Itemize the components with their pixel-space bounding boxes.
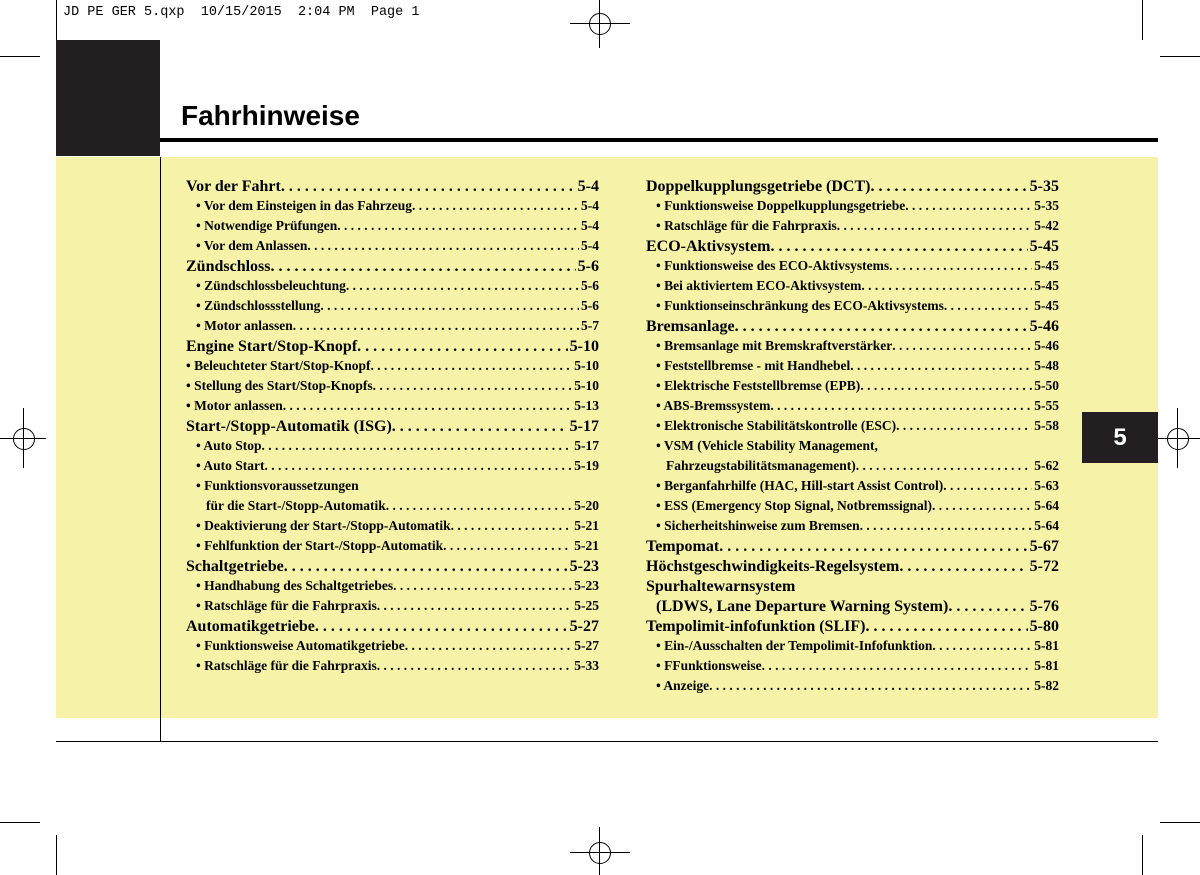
- toc-entry-title: für die Start-/Stopp-Automatik: [206, 498, 386, 513]
- dot-leader: [271, 258, 576, 276]
- header-black-block: [56, 40, 160, 156]
- toc-entry-title: Vor der Fahrt: [186, 178, 281, 195]
- toc-entry-title: • Motor anlassen: [186, 398, 283, 413]
- toc-entry-title: Höchstgeschwindigkeits-Regelsystem: [646, 558, 900, 575]
- toc-subentry[interactable]: [646, 678, 1059, 698]
- dot-leader: [283, 398, 573, 414]
- chapter-tab: 5: [1082, 412, 1158, 463]
- toc-subentry[interactable]: [186, 438, 599, 458]
- dot-leader: [943, 478, 1032, 494]
- toc-heading[interactable]: [646, 238, 1059, 258]
- dot-leader: [443, 538, 572, 554]
- toc-heading[interactable]: [186, 178, 599, 198]
- toc-subentry[interactable]: [186, 538, 599, 558]
- toc-entry-title: Bremsanlage: [646, 318, 735, 335]
- toc-column-left: [186, 178, 599, 678]
- crop-mark: [1160, 56, 1200, 57]
- dot-leader: [405, 638, 573, 654]
- toc-entry-title: • Fehlfunktion der Start-/Stopp-Automatik: [196, 538, 444, 553]
- toc-subentry[interactable]: [646, 258, 1059, 278]
- toc-subentry[interactable]: [646, 218, 1059, 238]
- crop-mark: [1160, 822, 1200, 823]
- crop-mark: [0, 56, 40, 57]
- dot-leader: [262, 438, 573, 454]
- toc-page-number: 5-35: [1029, 178, 1059, 195]
- dot-leader: [377, 658, 573, 674]
- toc-subentry[interactable]: [646, 478, 1059, 498]
- toc-subentry[interactable]: [186, 198, 599, 218]
- dot-leader: [899, 558, 1027, 576]
- registration-mark-right: [1154, 408, 1200, 468]
- dot-leader: [346, 278, 579, 294]
- toc-entry-title: • Ratschläge für die Fahrpraxis: [196, 598, 377, 613]
- dot-leader: [860, 378, 1032, 394]
- toc-entry-title: • FFunktionsweise: [656, 658, 762, 673]
- toc-page-number: 5-81: [1034, 638, 1059, 653]
- toc-page-number: 5-80: [1029, 618, 1059, 635]
- toc-subentry[interactable]: [186, 278, 599, 298]
- toc-page-number: 5-6: [581, 278, 599, 293]
- toc-entry-title: • Vor dem Einsteigen in das Fahrzeug: [196, 198, 412, 213]
- toc-entry-title: • Ratschläge für die Fahrpraxis: [656, 218, 837, 233]
- toc-page-number: 5-63: [1034, 478, 1059, 493]
- toc-page-number: 5-82: [1034, 678, 1059, 693]
- toc-page-number: 5-64: [1034, 498, 1059, 513]
- toc-entry-title: • Elektrische Feststellbremse (EPB): [656, 378, 861, 393]
- toc-page-number: 5-55: [1034, 398, 1059, 413]
- toc-entry-title: Automatikgetriebe: [186, 618, 315, 635]
- toc-subentry[interactable]: [646, 278, 1059, 298]
- dot-leader: [709, 678, 1032, 694]
- dot-leader: [451, 518, 573, 534]
- toc-entry-title: • Deaktivierung der Start-/Stopp-Automatik: [196, 518, 451, 533]
- toc-heading[interactable]: [646, 578, 1059, 598]
- dot-leader: [860, 518, 1033, 534]
- toc-subentry[interactable]: [186, 518, 599, 538]
- dot-leader: [896, 418, 1032, 434]
- dot-leader: [412, 198, 579, 214]
- toc-page-number: 5-35: [1034, 198, 1059, 213]
- toc-page-number: 5-21: [574, 538, 599, 553]
- toc-entry-title: Start-/Stopp-Automatik (ISG): [186, 418, 392, 435]
- toc-entry-title: • Beleuchteter Start/Stop-Knopf: [186, 358, 371, 373]
- toc-entry-title: • Bei aktiviertem ECO-Aktivsystem: [656, 278, 862, 293]
- dot-leader: [377, 598, 573, 614]
- toc-page-number: 5-4: [581, 218, 599, 233]
- toc-subentry[interactable]: [646, 198, 1059, 218]
- toc-entry-title: • Notwendige Prüfungen: [196, 218, 338, 233]
- dot-leader: [320, 298, 579, 314]
- toc-page-number: 5-10: [569, 338, 599, 355]
- toc-entry-title: • Ratschläge für die Fahrpraxis: [196, 658, 377, 673]
- crop-mark: [56, 835, 57, 875]
- toc-subentry[interactable]: [646, 658, 1059, 678]
- toc-page-number: 5-42: [1034, 218, 1059, 233]
- toc-entry-title: • Stellung des Start/Stop-Knopfs: [186, 378, 373, 393]
- toc-entry-title: • Zündschlossstellung: [196, 298, 321, 313]
- toc-heading[interactable]: [646, 558, 1059, 578]
- toc-entry-title: • Vor dem Anlassen: [196, 238, 308, 253]
- crop-mark: [56, 0, 57, 40]
- toc-entry-title: • Feststellbremse - mit Handhebel: [656, 358, 851, 373]
- toc-subentry[interactable]: [646, 638, 1059, 658]
- toc-heading[interactable]: [186, 338, 599, 358]
- toc-page-number: 5-23: [569, 558, 599, 575]
- toc-subentry[interactable]: [186, 238, 599, 258]
- toc-heading[interactable]: [646, 178, 1059, 198]
- dot-leader: [735, 318, 1028, 336]
- crop-mark: [0, 822, 40, 823]
- dot-leader: [293, 318, 579, 334]
- dot-leader: [889, 258, 1032, 274]
- toc-page-number: 5-64: [1034, 518, 1059, 533]
- toc-subentry[interactable]: [646, 378, 1059, 398]
- dot-leader: [307, 238, 579, 254]
- toc-subentry[interactable]: [186, 598, 599, 618]
- dot-leader: [392, 418, 568, 436]
- toc-entry-title: • Funktionsweise Automatikgetriebe: [196, 638, 405, 653]
- toc-heading[interactable]: [646, 618, 1059, 638]
- dot-leader: [281, 178, 576, 196]
- toc-heading[interactable]: [186, 558, 599, 578]
- dot-leader: [762, 658, 1033, 674]
- toc-subentry[interactable]: [186, 658, 599, 678]
- toc-entry-title: • ABS-Bremssystem: [656, 398, 771, 413]
- toc-entry-title: • Auto Stop: [196, 438, 262, 453]
- toc-entry-title: Engine Start/Stop-Knopf: [186, 338, 358, 355]
- toc-subentry[interactable]: [646, 498, 1059, 518]
- toc-subentry[interactable]: [186, 298, 599, 318]
- toc-page-number: 5-27: [574, 638, 599, 653]
- toc-page-number: 5-6: [581, 298, 599, 313]
- toc-subentry[interactable]: [646, 398, 1059, 418]
- toc-page-number: 5-67: [1029, 538, 1059, 555]
- toc-page-number: 5-62: [1034, 458, 1059, 473]
- toc-page-number: 5-27: [569, 618, 599, 635]
- toc-entry-title: • VSM (Vehicle Stability Management,: [656, 438, 878, 453]
- toc-heading[interactable]: [186, 258, 599, 278]
- toc-page-number: 5-4: [577, 178, 599, 195]
- toc-subentry[interactable]: [186, 458, 599, 478]
- toc-entry-title: • Berganfahrhilfe (HAC, Hill-start Assist Control): [656, 478, 944, 493]
- toc-page-number: 5-10: [574, 378, 599, 393]
- toc-entry-title: Tempomat: [646, 538, 720, 555]
- toc-page-number: 5-46: [1034, 338, 1059, 353]
- toc-subentry[interactable]: [646, 458, 1059, 478]
- toc-page-number: 5-21: [574, 518, 599, 533]
- registration-mark-top: [570, 0, 630, 48]
- toc-heading[interactable]: [186, 418, 599, 438]
- toc-page-number: 5-45: [1034, 258, 1059, 273]
- toc-entry-title: • Zündschlossbeleuchtung: [196, 278, 346, 293]
- toc-page-number: 5-23: [574, 578, 599, 593]
- dot-leader: [932, 498, 1032, 514]
- toc-subentry[interactable]: [186, 398, 599, 418]
- crop-mark: [1142, 0, 1143, 40]
- toc-page-number: 5-19: [574, 458, 599, 473]
- registration-mark-left: [0, 408, 46, 468]
- toc-subentry[interactable]: [186, 318, 599, 338]
- toc-page-number: 5-4: [581, 198, 599, 213]
- crop-mark: [1142, 835, 1143, 875]
- dot-leader: [932, 638, 1032, 654]
- bottom-rule: [56, 741, 1158, 742]
- toc-page-number: 5-17: [569, 418, 599, 435]
- toc-entry-title: • Funktionseinschränkung des ECO-Aktivsystems: [656, 298, 944, 313]
- toc-page-number: 5-4: [581, 238, 599, 253]
- dot-leader: [905, 198, 1032, 214]
- toc-entry-title: • Elektronische Stabilitätskontrolle (ESC): [656, 418, 897, 433]
- toc-heading[interactable]: [646, 318, 1059, 338]
- toc-heading[interactable]: [646, 598, 1059, 618]
- toc-page-number: 5-7: [581, 318, 599, 333]
- toc-subentry[interactable]: [646, 418, 1059, 438]
- toc-subentry[interactable]: [186, 218, 599, 238]
- margin-rule: [160, 157, 161, 742]
- dot-leader: [770, 238, 1027, 256]
- toc-subentry[interactable]: [646, 518, 1059, 538]
- dot-leader: [393, 578, 572, 594]
- registration-mark-bottom: [570, 827, 630, 875]
- toc-entry-title: Doppelkupplungsgetriebe (DCT): [646, 178, 871, 195]
- toc-page-number: 5-25: [574, 598, 599, 613]
- dot-leader: [315, 618, 568, 636]
- toc-subentry[interactable]: [186, 478, 599, 498]
- toc-entry-title: • Anzeige: [656, 678, 710, 693]
- toc-entry-title: • ESS (Emergency Stop Signal, Notbremssignal): [656, 498, 932, 513]
- dot-leader: [861, 278, 1032, 294]
- dot-leader: [837, 218, 1033, 234]
- dot-leader: [948, 598, 1027, 616]
- dot-leader: [386, 498, 572, 514]
- toc-page-number: 5-48: [1034, 358, 1059, 373]
- toc-subentry[interactable]: [186, 358, 599, 378]
- dot-leader: [337, 218, 579, 234]
- toc-subentry[interactable]: [186, 378, 599, 398]
- toc-subentry[interactable]: [646, 438, 1059, 458]
- toc-page-number: 5-58: [1034, 418, 1059, 433]
- toc-entry-title: • Handhabung des Schaltgetriebes: [196, 578, 394, 593]
- toc-entry-title: Schaltgetriebe: [186, 558, 284, 575]
- toc-entry-title: • Auto Start: [196, 458, 265, 473]
- toc-entry-title: • Motor anlassen: [196, 318, 293, 333]
- toc-page-number: 5-17: [574, 438, 599, 453]
- toc-page-number: 5-33: [574, 658, 599, 673]
- dot-leader: [856, 458, 1033, 474]
- toc-page-number: 5-20: [574, 498, 599, 513]
- toc-heading[interactable]: [646, 538, 1059, 558]
- toc-subentry[interactable]: [646, 358, 1059, 378]
- dot-leader: [865, 618, 1027, 636]
- toc-entry-title: Tempolimit-infofunktion (SLIF): [646, 618, 866, 635]
- dot-leader: [357, 338, 568, 356]
- dot-leader: [370, 358, 572, 374]
- dot-leader: [373, 378, 573, 394]
- toc-entry-title: ECO-Aktivsystem: [646, 238, 771, 255]
- toc-subentry[interactable]: [646, 298, 1059, 318]
- toc-page-number: 5-45: [1034, 298, 1059, 313]
- toc-page-number: 5-10: [574, 358, 599, 373]
- toc-heading[interactable]: [186, 618, 599, 638]
- dot-leader: [770, 398, 1032, 414]
- dot-leader: [944, 298, 1032, 314]
- toc-entry-title: Spurhaltewarnsystem: [646, 578, 796, 595]
- toc-page-number: 5-76: [1029, 598, 1059, 615]
- dot-leader: [892, 338, 1032, 354]
- toc-subentry[interactable]: [186, 638, 599, 658]
- toc-page-number: 5-72: [1029, 558, 1059, 575]
- toc-entry-title: • Funktionsweise des ECO-Aktivsystems: [656, 258, 890, 273]
- toc-subentry[interactable]: [186, 578, 599, 598]
- toc-subentry[interactable]: [646, 338, 1059, 358]
- toc-page-number: 5-45: [1029, 238, 1059, 255]
- toc-column-right: [646, 178, 1059, 698]
- dot-leader: [719, 538, 1027, 556]
- toc-entry-title: • Sicherheitshinweise zum Bremsen: [656, 518, 860, 533]
- toc-page-number: 5-6: [577, 258, 599, 275]
- page-title: Fahrhinweise: [181, 100, 360, 131]
- dot-leader: [850, 358, 1032, 374]
- toc-entry-title: Fahrzeugstabilitätsmanagement): [666, 458, 856, 473]
- toc-entry-title: • Funktionsvoraussetzungen: [196, 478, 359, 493]
- toc-entry-title: • Funktionsweise Doppelkupplungsgetriebe: [656, 198, 906, 213]
- toc-entry-title: • Bremsanlage mit Bremskraftverstärker: [656, 338, 893, 353]
- dot-leader: [284, 558, 568, 576]
- print-slug: JD PE GER 5.qxp 10/15/2015 2:04 PM Page 1: [63, 5, 420, 20]
- toc-page-number: 5-81: [1034, 658, 1059, 673]
- toc-entry-title: • Ein-/Ausschalten der Tempolimit-Infofunktion: [656, 638, 933, 653]
- toc-page-number: 5-46: [1029, 318, 1059, 335]
- toc-entry-title: (LDWS, Lane Departure Warning System): [656, 598, 949, 615]
- toc-page-number: 5-50: [1034, 378, 1059, 393]
- dot-leader: [264, 458, 572, 474]
- dot-leader: [870, 178, 1027, 196]
- toc-page-number: 5-13: [574, 398, 599, 413]
- title-rule: [160, 138, 1158, 142]
- toc-subentry[interactable]: [186, 498, 599, 518]
- toc-page-number: 5-45: [1034, 278, 1059, 293]
- toc-entry-title: Zündschloss: [186, 258, 271, 275]
